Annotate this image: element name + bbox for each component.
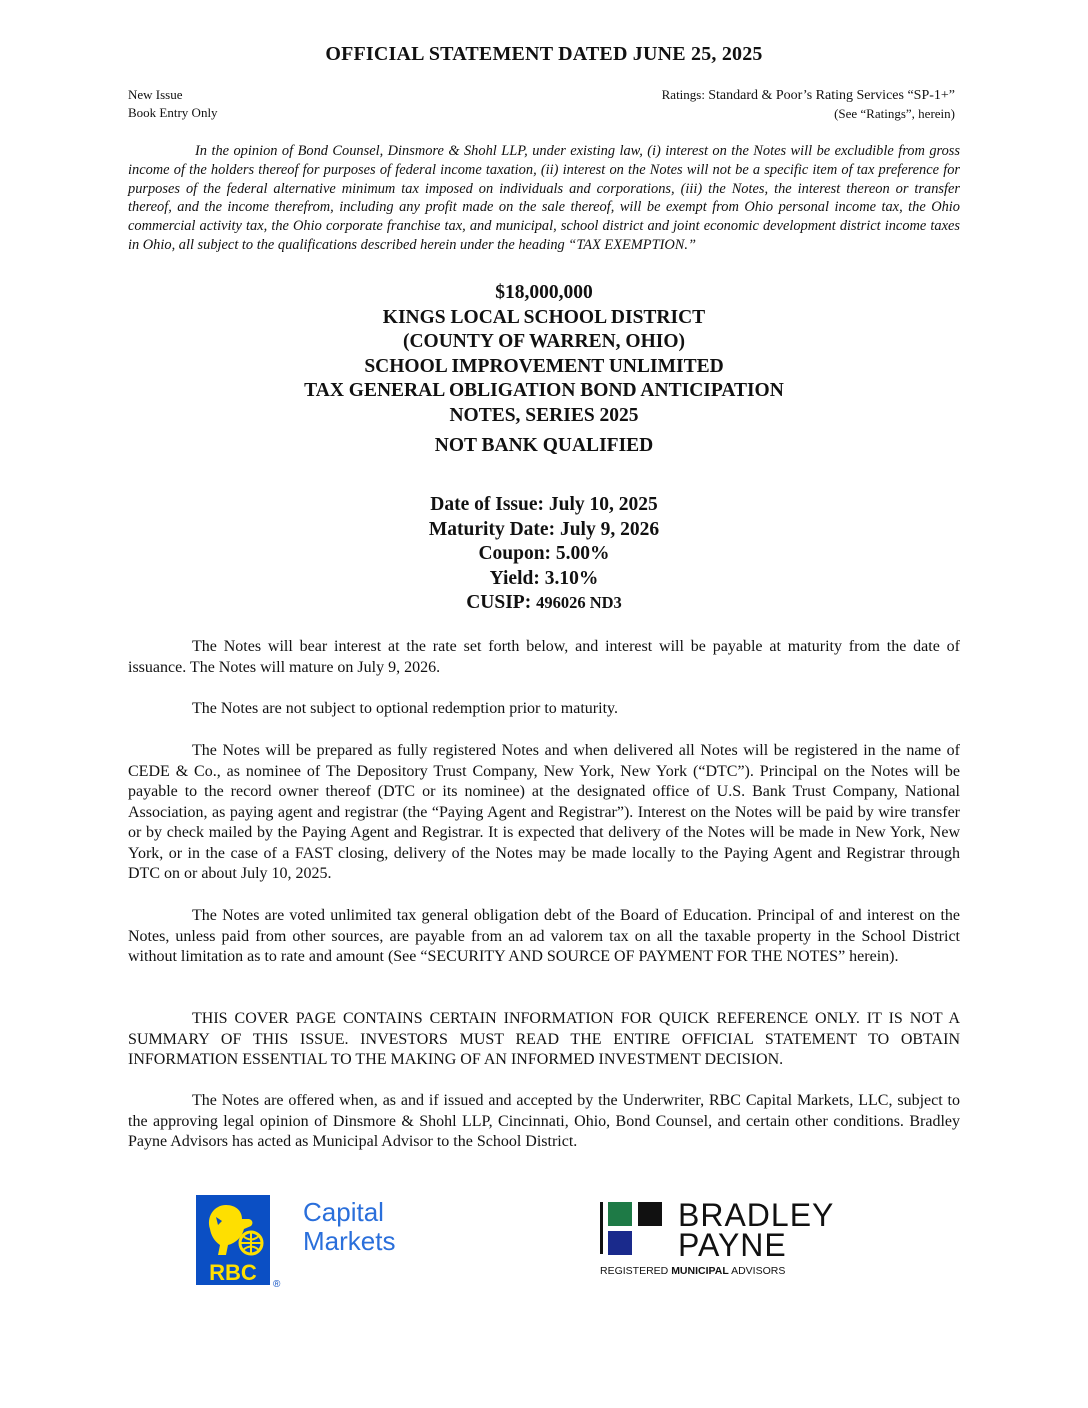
bp-payne-text: PAYNE	[678, 1227, 787, 1263]
issue-name-line-3: NOTES, SERIES 2025	[449, 404, 639, 426]
maturity-date: Maturity Date: July 9, 2026	[428, 518, 660, 540]
ratings-line	[662, 86, 955, 105]
issue-type-block	[128, 86, 218, 122]
cusip-label: CUSIP:	[466, 592, 532, 613]
ratings-block	[662, 86, 955, 123]
paragraph-text: The Notes are voted unlimited tax general obligation debt of the Board of Education. Principal of and interest on the Notes, unless paid from other sources, are payable from an ad valorem tax on all the taxable property in the School District without limitation as to rate and amount (See “SECURITY AND SOURCE OF PAYMENT FOR THE NOTES” herein).	[128, 907, 960, 965]
paragraph-disclaimer	[128, 1009, 960, 1071]
paragraph-interest	[128, 637, 960, 678]
terms-block	[0, 493, 1088, 616]
bradley-payne-logo-graphic	[600, 1199, 900, 1279]
page-title: OFFICIAL STATEMENT DATED JUNE 25, 2025	[325, 43, 763, 65]
issue-amount: $18,000,000	[495, 282, 593, 303]
bp-tagline: REGISTERED MUNICIPAL ADVISORS	[600, 1265, 786, 1277]
rbc-markets-text: Markets	[303, 1226, 396, 1256]
paragraph-redemption	[128, 699, 960, 720]
bank-qualification: NOT BANK QUALIFIED	[434, 435, 654, 456]
paragraph-security	[128, 906, 960, 968]
tax-opinion-text: In the opinion of Bond Counsel, Dinsmore & Shohl LLP, under existing law, (i) interest on the Notes will be excludible from gross income of the holders thereof for purposes of federal income taxation, (ii) interest on the Notes will not be a specific item of tax preference for purposes of the federal alternative minimum tax imposed on individuals and corporations, (iii) the Notes, the interest thereon or transfer thereof, and the income therefrom, including any profit made on the sale thereof, will be exempt from Ohio personal income tax, the Ohio commercial activity tax, the Ohio corporate franchise tax, and municipal, school district and joint economic development district income taxes in Ohio, all subject to the qualifications described herein under the heading “TAX EXEMPTION.”	[128, 143, 960, 253]
paragraph-registration	[128, 741, 960, 885]
bradley-payne-logo	[600, 1199, 900, 1279]
bp-navy-square	[608, 1231, 632, 1255]
cusip-value: 496026 ND3	[536, 593, 622, 612]
rbc-capital-text: Capital	[303, 1197, 384, 1227]
paragraph-text: The Notes will bear interest at the rate set forth below, and interest will be payable at maturity from the date of issuance. The Notes will mature on July 9, 2026.	[128, 638, 960, 676]
paragraph-offering	[128, 1091, 960, 1153]
issuer-name: KINGS LOCAL SCHOOL DISTRICT	[382, 306, 706, 328]
coupon: Coupon: 5.00%	[478, 543, 610, 564]
book-entry-label: Book Entry Only	[128, 105, 218, 120]
bp-green-square	[608, 1202, 632, 1226]
rbc-registered-mark: ®	[273, 1279, 281, 1290]
cusip	[0, 591, 1088, 616]
issue-name-line-2: TAX GENERAL OBLIGATION BOND ANTICIPATION	[304, 380, 784, 401]
issuer-county: (COUNTY OF WARREN, OHIO)	[402, 331, 686, 352]
tax-opinion-paragraph	[128, 142, 960, 255]
paragraph-text: The Notes are not subject to optional redemption prior to maturity.	[192, 700, 618, 717]
rbc-capital-markets-logo	[196, 1195, 406, 1290]
new-issue-label: New Issue	[128, 87, 183, 102]
paragraph-text: The Notes will be prepared as fully registered Notes and when delivered all Notes will be registered in the name of CEDE & Co., as nominee of The Depository Trust Company, New York, New York (“DTC”). Principal on the Notes will be payable to the record owner thereof (DTC or its nominee) at the designated office of U.S. Bank Trust Company, National Association, as paying agent and registrar (the “Paying Agent and Registrar”). Interest on the Notes will be paid by wire transfer or by check mailed by the Paying Agent and Registrar. It is expected that delivery of the Notes will be made in New York, New York, or in the case of a FAST closing, delivery of the Notes may be made locally to the Paying Agent and Registrar through DTC on or about July 10, 2025.	[128, 742, 960, 882]
issue-name-line-1: SCHOOL IMPROVEMENT UNLIMITED	[364, 355, 724, 377]
rbc-badge-text: RBC	[209, 1260, 257, 1285]
ratings-label: Ratings:	[661, 87, 705, 102]
bp-black-square	[638, 1202, 662, 1226]
rbc-logo-graphic	[196, 1195, 406, 1290]
ratings-note: (See “Ratings”, herein)	[834, 106, 955, 121]
issue-title-block	[0, 281, 1088, 459]
ratings-value: Standard & Poor’s Rating Services “SP-1+”	[708, 88, 955, 103]
yield: Yield: 3.10%	[489, 567, 599, 589]
date-of-issue: Date of Issue: July 10, 2025	[430, 494, 658, 515]
paragraph-text: THIS COVER PAGE CONTAINS CERTAIN INFORMATION FOR QUICK REFERENCE ONLY. IT IS NOT A SUMMARY OF THIS ISSUE. INVESTORS MUST READ THE ENTIRE OFFICIAL STATEMENT TO OBTAIN INFORMATION ESSENTIAL TO THE MAKING OF AN INFORMED INVESTMENT DECISION.	[128, 1010, 960, 1068]
paragraph-text: The Notes are offered when, as and if issued and accepted by the Underwriter, RBC Capital Markets, LLC, subject to the approving legal opinion of Dinsmore & Shohl LLP, Cincinnati, Ohio, Bond Counsel, and certain other conditions. Bradley Payne Advisors has acted as Municipal Advisor to the School District.	[128, 1092, 960, 1150]
bp-divider-bar	[600, 1202, 603, 1254]
bp-bradley-text: BRADLEY	[678, 1199, 835, 1233]
